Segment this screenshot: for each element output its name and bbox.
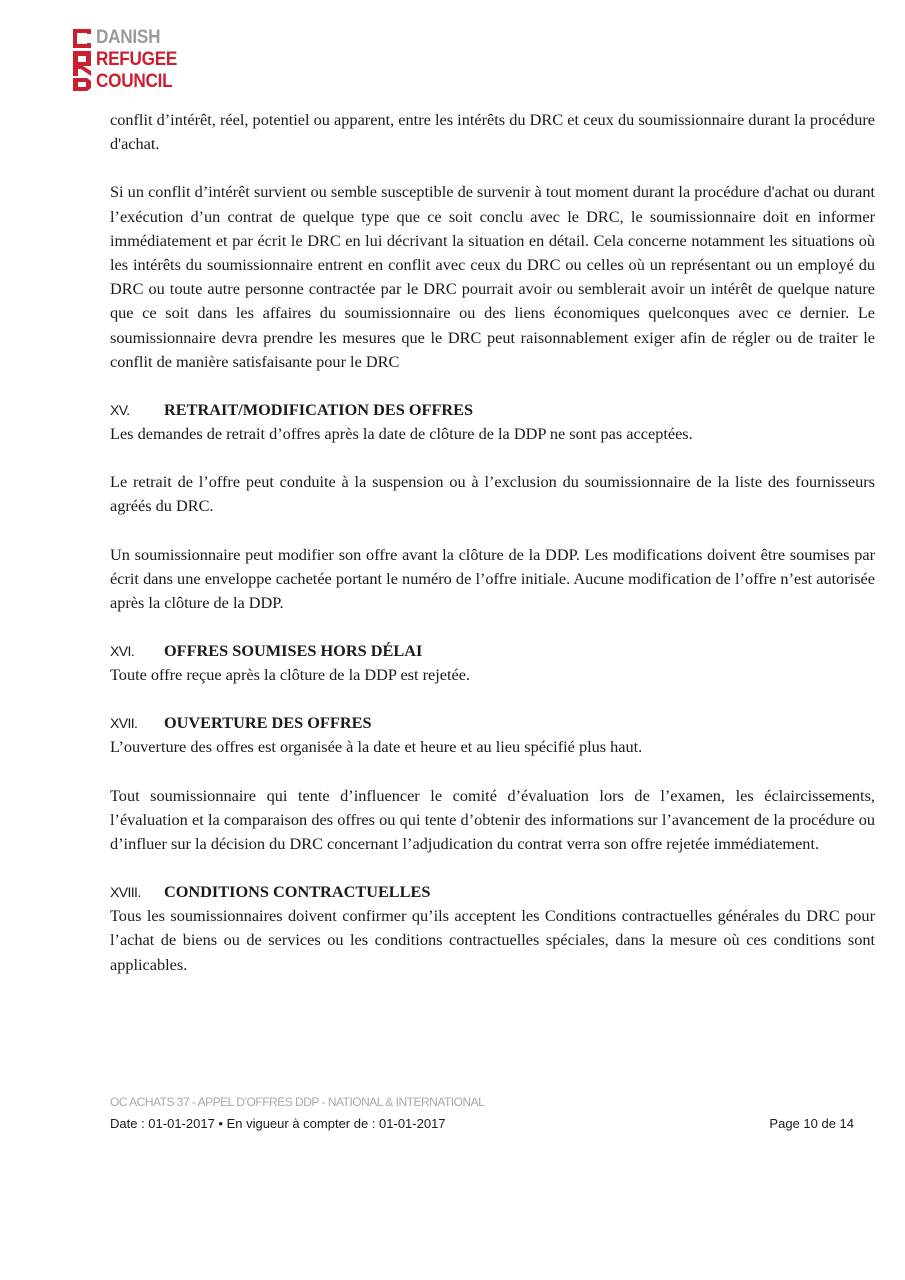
footer-doc-reference: OC ACHATS 37 - APPEL D’OFFRES DDP - NATIONAL & INTERNATIONAL xyxy=(110,1095,485,1109)
section-heading xyxy=(110,880,875,904)
section-title: RETRAIT/MODIFICATION DES OFFRES xyxy=(164,400,474,420)
footer-date-line: Date : 01-01-2017 • En vigueur à compter de : 01-01-2017 xyxy=(110,1116,446,1131)
paragraph: Tous les soumissionnaires doivent confirmer qu’ils acceptent les Conditions contractuelles générales du DRC pour l’achat de biens ou de services ou les conditions contractuelles spéciales, dans la mesure où ces conditions sont applicables. xyxy=(110,906,875,974)
section-title: OUVERTURE DES OFFRES xyxy=(164,713,372,733)
section-xviii xyxy=(110,880,875,977)
section-xv xyxy=(110,398,875,615)
section-heading xyxy=(110,639,875,663)
paragraph: Si un conflit d’intérêt survient ou semble susceptible de survenir à tout moment durant la procédure d'achat ou durant l’exécution d’un contrat de quelque type que ce soit conclu avec le DRC, le soumissionnaire doit en informer immédiatement et par écrit le DRC en lui décrivant la situation en détail. Cela concerne notamment les situations où les intérêts du soumissionnaire entrent en conflit avec ceux du DRC ou celles où un représentant ou un employé du DRC ou toute autre personne contractée par le DRC pourrait avoir ou semblerait avoir un intérêt de quelque nature que ce soit dans les affaires du soumissionnaire ou des liens économiques quelconques avec ce dernier. Le soumissionnaire devra prendre les mesures que le DRC peut raisonnablement exiger afin de régler ou de traiter le conflit de manière satisfaisante pour le DRC xyxy=(110,182,875,371)
paragraph: conflit d’intérêt, réel, potentiel ou apparent, entre les intérêts du DRC et ceux du soumissionnaire durant la procédure d'achat. xyxy=(110,110,875,154)
paragraph: Toute offre reçue après la clôture de la DDP est rejetée. xyxy=(110,665,471,685)
section-heading xyxy=(110,398,875,422)
section-number: XVI. xyxy=(110,643,135,660)
section-title: CONDITIONS CONTRACTUELLES xyxy=(164,882,431,902)
drc-logo xyxy=(70,27,188,91)
section-number: XV. xyxy=(110,402,130,419)
logo-text-council: COUNCIL xyxy=(96,70,173,92)
logo-text-refugee: REFUGEE xyxy=(96,48,178,70)
section-title: OFFRES SOUMISES HORS DÉLAI xyxy=(164,641,423,661)
section-xvi xyxy=(110,639,875,687)
section-number: XVIII. xyxy=(110,884,141,901)
paragraph: Un soumissionnaire peut modifier son offre avant la clôture de la DDP. Les modifications doivent être soumises par écrit dans une enveloppe cachetée portant le numéro de l’offre initiale. Aucune modification de l’offre n’est autorisée après la clôture de la DDP. xyxy=(110,544,875,613)
section-number: XVII. xyxy=(110,715,138,732)
paragraph: Les demandes de retrait d’offres après la date de clôture de la DDP ne sont pas acceptées. xyxy=(110,424,693,444)
drc-logo-mark-icon xyxy=(70,27,94,91)
logo-text-danish: DANISH xyxy=(96,26,161,48)
page-number: Page 10 de 14 xyxy=(769,1116,854,1131)
page-footer xyxy=(110,1093,854,1134)
section-xvii xyxy=(110,711,875,856)
section-heading xyxy=(110,711,875,735)
paragraph: Tout soumissionnaire qui tente d’influencer le comité d’évaluation lors de l’examen, les éclaircissements, l’évaluation et la comparaison des offres ou qui tente d’obtenir des informations sur l’avancement de la procédure ou d’influer sur la décision du DRC concernant l’adjudication du contrat verra son offre rejetée immédiatement. xyxy=(110,785,875,854)
document-body xyxy=(110,108,875,977)
paragraph: Le retrait de l’offre peut conduite à la suspension ou à l’exclusion du soumissionnaire de la liste des fournisseurs agréés du DRC. xyxy=(110,472,875,516)
paragraph: L’ouverture des offres est organisée à la date et heure et au lieu spécifié plus haut. xyxy=(110,737,643,757)
